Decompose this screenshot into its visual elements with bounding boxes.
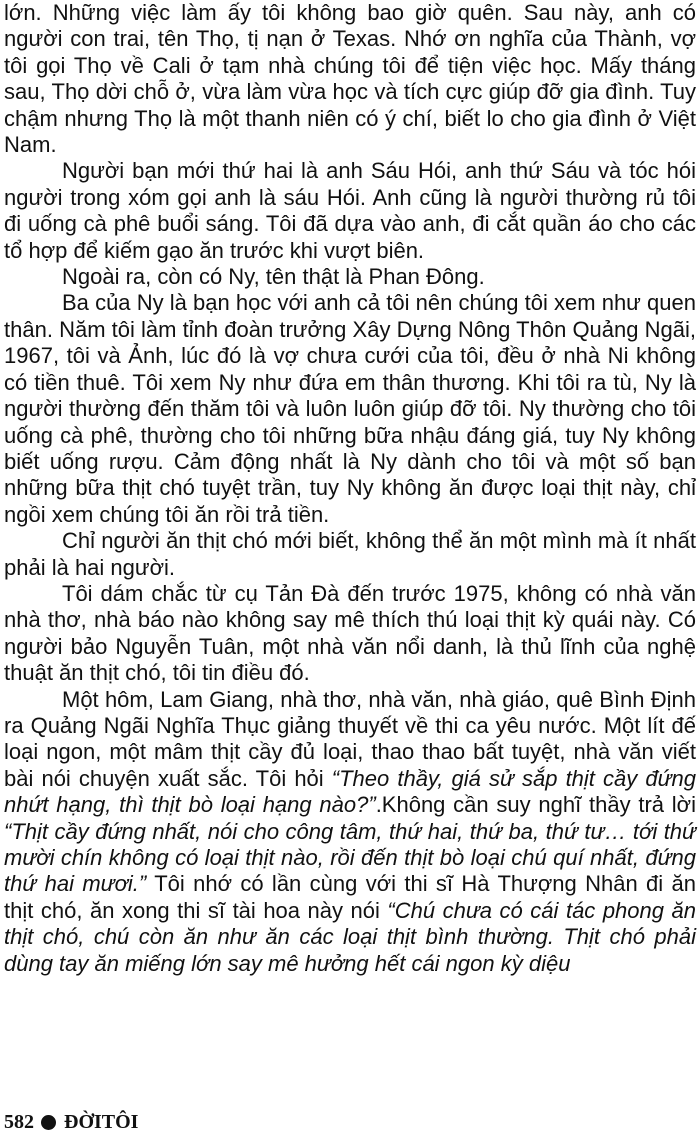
text-segment: Ba của Ny là bạn học với anh cả tôi nên chúng tôi xem như quen thân. Năm tôi làm tỉnh đoàn trưởng Xây Dựng Nông Thôn Quảng Ngãi, 1967, tôi và Ảnh, lúc đó là vợ chưa cưới của tôi, đều ở nhà Ni không có tiền thuê. Tôi xem Ny như đứa em thân thương. Khi tôi ra tù, Ny là người thường đến thăm tôi và luôn luôn giúp đỡ tôi. Ny thường cho tôi uống cà phê, thường cho tôi những bữa nhậu đáng giá, tuy Ny không biết uống rượu. Cảm động nhất là Ny dành cho tôi và một số bạn những bữa thịt chó tuyệt trần, tuy Ny không ăn được loại thịt này, chỉ ngồi xem chúng tôi ăn rồi trả tiền.: [4, 290, 696, 527]
paragraph: [4, 687, 696, 977]
paragraph: [4, 0, 696, 158]
page-footer: [4, 1108, 138, 1136]
quote-segment: “Thịt cầy đứng nhất, nói cho công tâm, thứ hai, thứ ba, thứ tư… tới thứ mười chín không có loại thịt nào, rồi đến thịt bò loại chú quí nhất, đứng thứ hai mươi.”: [4, 818, 696, 897]
quote-segment: “Chú chưa có cái tác phong ăn thịt chó, chú còn ăn như ăn các loại thịt bình thường. Thịt chó phải dùng tay ăn miếng lớn say mê hưởng hết cái ngon kỳ diệu: [4, 897, 696, 976]
text-segment: Người bạn mới thứ hai là anh Sáu Hói, anh thứ Sáu và tóc hói người trong xóm gọi anh là sáu Hói. Anh cũng là người thường rủ tôi đi uống cà phê buổi sáng. Tôi đã dựa vào anh, đi cắt quần áo cho các tổ hợp để kiếm gạo ăn trước khi vượt biên.: [4, 158, 696, 263]
text-segment: Tôi dám chắc từ cụ Tản Đà đến trước 1975, không có nhà văn nhà thơ, nhà báo nào không say mê thích thú loại thịt kỳ quái này. Có người bảo Nguyễn Tuân, một nhà văn nổi danh, là thủ lĩnh của nghệ thuật ăn thịt chó, tôi tin điều đó.: [4, 580, 696, 686]
text-segment: lớn. Những việc làm ấy tôi không bao giờ quên. Sau này, anh có người con trai, tên Thọ, tị nạn ở Texas. Nhớ ơn nghĩa của Thành, vợ tôi gọi Thọ về Cali ở tạm nhà chúng tôi để tiện việc học. Mấy tháng sau, Thọ dời chỗ ở, vừa làm vừa học và tích cực giúp đỡ gia đình. Tuy chậm nhưng Thọ là một thanh niên có ý chí, biết lo cho gia đình ở Việt Nam.: [4, 0, 696, 158]
paragraph: [4, 290, 696, 528]
paragraph: [4, 264, 696, 290]
paragraph: [4, 528, 696, 581]
text-segment: Tôi nhớ có lần cùng với thi sĩ Hà Thượng Nhân đi ăn thịt chó, ăn xong thi sĩ tài hoa này nói: [4, 871, 696, 923]
book-title: ĐỜITÔI: [64, 1110, 139, 1133]
quote-segment: “Theo thầy, giá sử sắp thịt cầy đứng nhứt hạng, thì thịt bò loại hạng nào?”: [4, 765, 696, 818]
page-number: 582: [4, 1110, 34, 1133]
paragraph: [4, 581, 696, 687]
text-segment: Ngoài ra, còn có Ny, tên thật là Phan Đông.: [62, 264, 485, 290]
text-segment: Chỉ người ăn thịt chó mới biết, không thể ăn một mình mà ít nhất phải là hai người.: [4, 528, 696, 580]
body-text: [4, 0, 696, 977]
text-segment: .Không cần suy nghĩ thầy trả lời: [375, 792, 696, 818]
paragraph: [4, 158, 696, 264]
bullet-icon: [41, 1115, 56, 1130]
text-segment: Một hôm, Lam Giang, nhà thơ, nhà văn, nhà giáo, quê Bình Định ra Quảng Ngãi Nghĩa Thục giảng thuyết về thi ca yêu nước. Một lít đế loại ngon, một mâm thịt cầy đủ loại, thao thao bất tuyệt, nhà văn viết bài nói chuyện xuất sắc. Tôi hỏi: [4, 686, 696, 791]
